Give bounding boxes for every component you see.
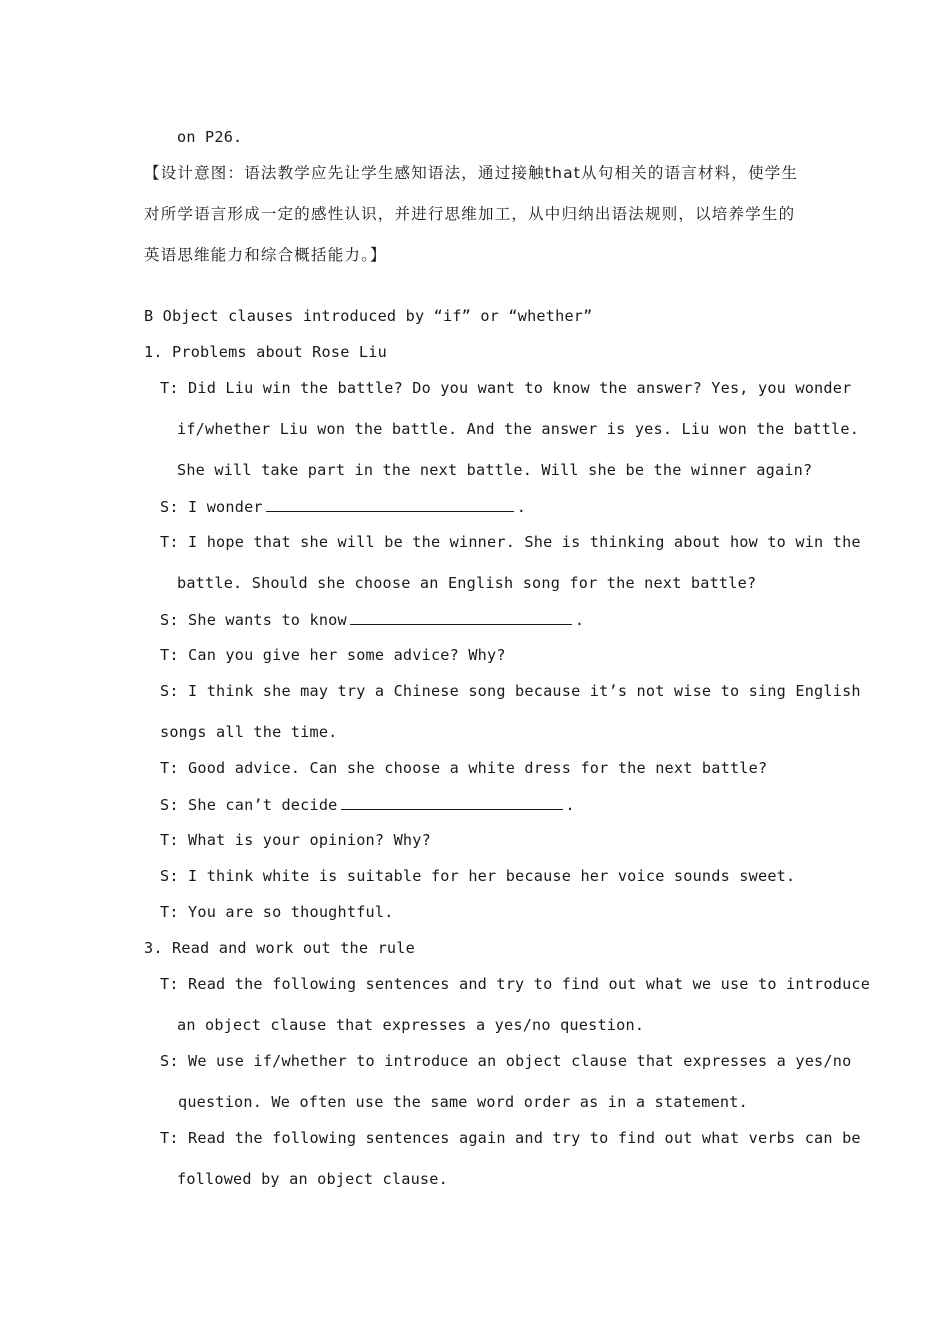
student-line-with-blank	[160, 496, 526, 517]
part3-heading: 3. Read and work out the rule	[144, 939, 415, 957]
teacher-line: T: I hope that she will be the winner. She is thinking about how to win the	[160, 533, 861, 551]
teacher-line-continued: if/whether Liu won the battle. And the answer is yes. Liu won the battle.	[177, 420, 860, 438]
part1-heading: 1. Problems about Rose Liu	[144, 343, 387, 361]
teacher-line: T: Did Liu win the battle? Do you want to know the answer? Yes, you wonder	[160, 379, 852, 397]
student-line: S: I think she may try a Chinese song because it’s not wise to sing English	[160, 682, 861, 700]
student-line-continued: question. We often use the same word order as in a statement.	[178, 1093, 748, 1111]
section-b-heading: B Object clauses introduced by “if” or “whether”	[144, 307, 593, 325]
teacher-line: T: Good advice. Can she choose a white dress for the next battle?	[160, 759, 768, 777]
teacher-line: T: You are so thoughtful.	[160, 903, 394, 921]
teacher-line-continued: She will take part in the next battle. Will she be the winner again?	[177, 461, 813, 479]
teacher-line-continued: followed by an object clause.	[177, 1170, 448, 1188]
teacher-line-continued: battle. Should she choose an English song for the next battle?	[177, 574, 757, 592]
teacher-line: T: Read the following sentences again and try to find out what verbs can be	[160, 1129, 861, 1147]
sentence-end: .	[565, 796, 575, 814]
teacher-line: T: Can you give her some advice? Why?	[160, 646, 506, 664]
student-text: S: I wonder	[160, 498, 263, 516]
intro-line: on P26.	[177, 128, 243, 146]
answer-blank[interactable]	[266, 496, 514, 512]
design-note-line-3: 英语思维能力和综合概括能力。】	[144, 246, 387, 264]
teacher-line-continued: an object clause that expresses a yes/no question.	[177, 1016, 645, 1034]
teacher-line: T: What is your opinion? Why?	[160, 831, 431, 849]
sentence-end: .	[516, 498, 527, 516]
sentence-end: .	[574, 611, 585, 629]
answer-blank[interactable]	[341, 794, 563, 810]
answer-blank[interactable]	[350, 609, 572, 625]
student-line: S: We use if/whether to introduce an object clause that expresses a yes/no	[160, 1052, 852, 1070]
design-note-line-1: 【设计意图：语法教学应先让学生感知语法，通过接触that从句相关的语言材料，使学生	[144, 164, 799, 182]
design-note-line-2: 对所学语言形成一定的感性认识，并进行思维加工，从中归纳出语法规则，以培养学生的	[144, 205, 796, 223]
teacher-line: T: Read the following sentences and try to find out what we use to introduce	[160, 975, 871, 993]
student-line-continued: songs all the time.	[160, 723, 338, 741]
student-text: S: She can’t decide	[160, 796, 338, 814]
student-line-with-blank	[160, 609, 584, 630]
student-text: S: She wants to know	[160, 611, 347, 629]
student-line-with-blank	[160, 794, 575, 815]
student-line: S: I think white is suitable for her because her voice sounds sweet.	[160, 867, 796, 885]
